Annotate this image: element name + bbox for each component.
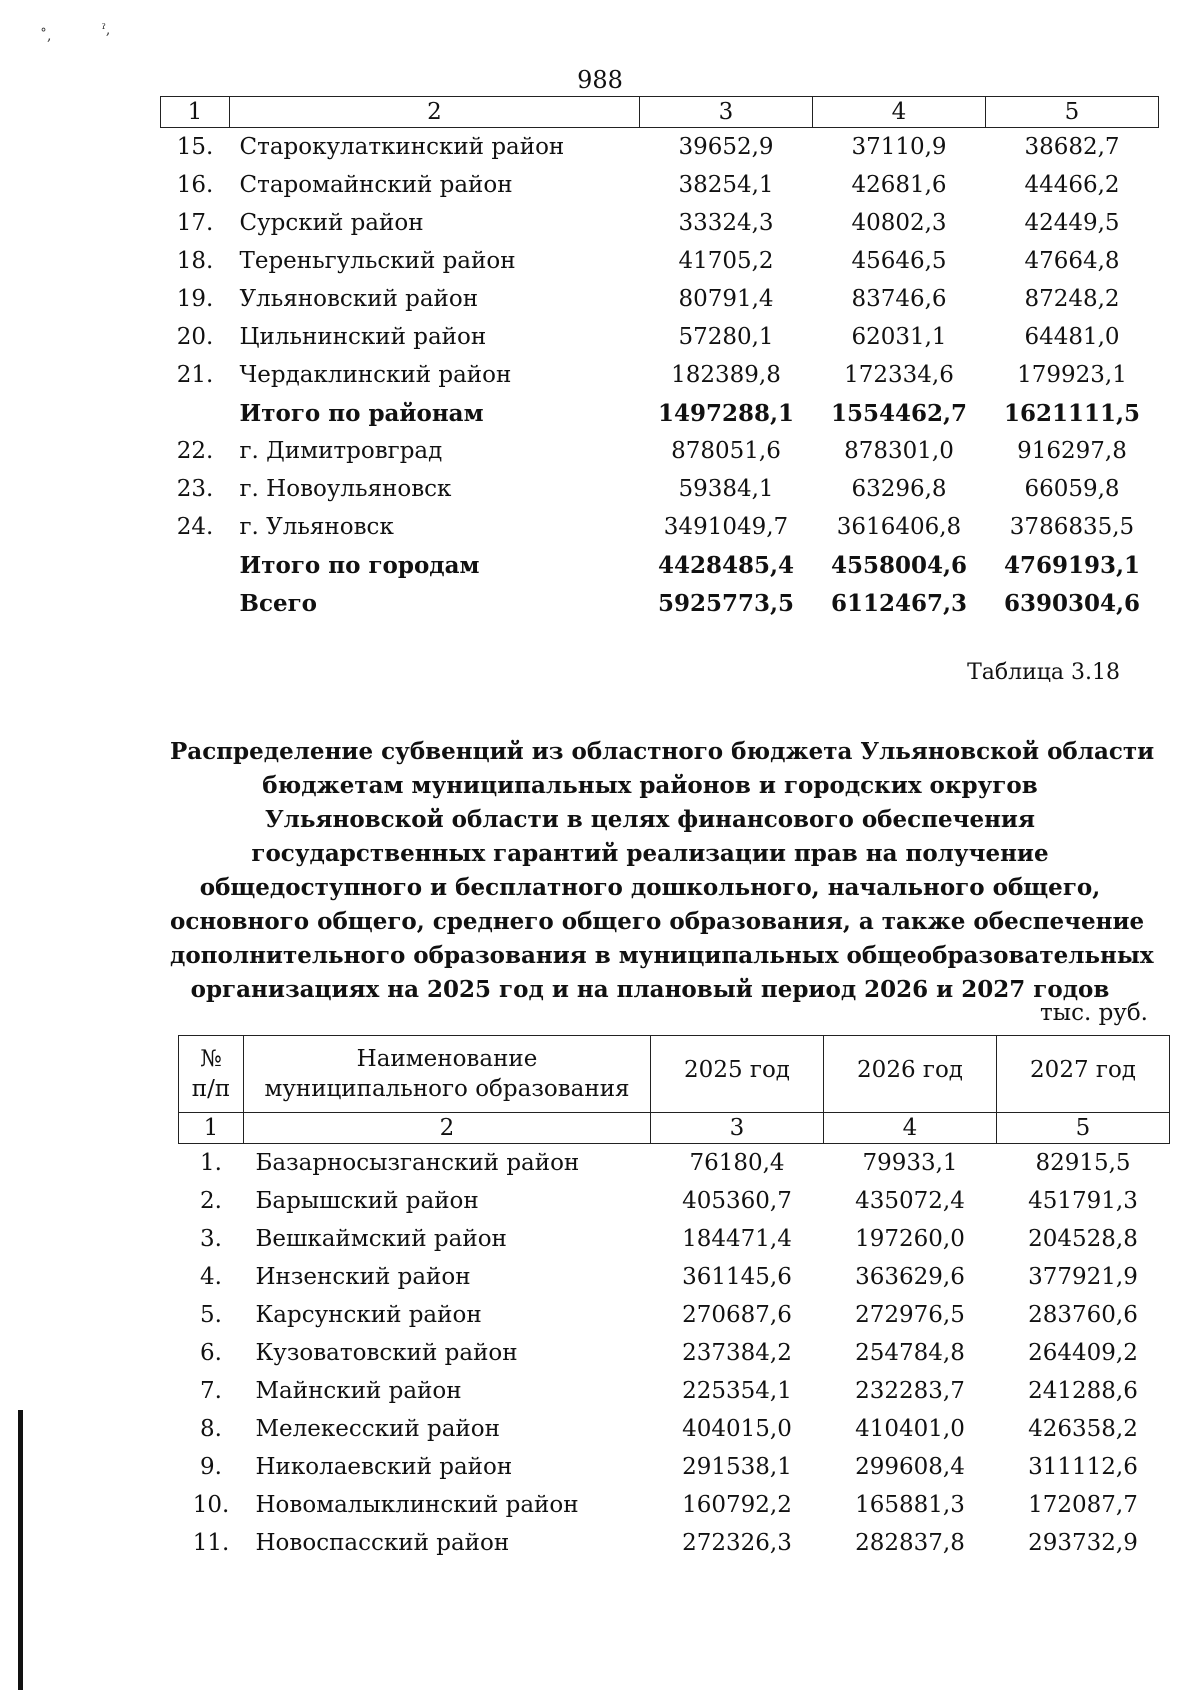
municipality-name: Мелекесский район xyxy=(255,1416,500,1442)
table-row xyxy=(161,470,1159,508)
municipality-name: Старокулаткинский район xyxy=(239,134,565,160)
table-row xyxy=(179,1334,1170,1372)
value-2026: 83746,6 xyxy=(851,286,947,312)
value-2026: 410401,0 xyxy=(855,1416,965,1442)
header-number-line1: № xyxy=(200,1046,222,1072)
municipality-name: Барышский район xyxy=(255,1188,479,1214)
row-number: 5. xyxy=(200,1302,222,1328)
municipality-name: Вешкаймский район xyxy=(255,1226,507,1252)
value-2025: 80791,4 xyxy=(678,286,774,312)
row-number: 10. xyxy=(192,1492,230,1518)
value-2026: 165881,3 xyxy=(855,1492,965,1518)
table-header-row xyxy=(179,1036,1170,1113)
column-number-row xyxy=(179,1113,1170,1144)
value-2027: 3786835,5 xyxy=(1009,514,1135,540)
title-line: основного общего, среднего общего образования, а также обеспечение xyxy=(170,908,1145,935)
municipality-name: г. Ульяновск xyxy=(239,514,394,540)
table-row xyxy=(161,508,1159,546)
title-line: дополнительного образования в муниципальных общеобразовательных xyxy=(170,942,1154,969)
value-2026: 232283,7 xyxy=(855,1378,965,1404)
value-2025: 3491049,7 xyxy=(663,514,789,540)
table-row xyxy=(161,394,1159,432)
value-2027: 264409,2 xyxy=(1028,1340,1138,1366)
value-2026: 62031,1 xyxy=(851,324,947,350)
value-2025: 38254,1 xyxy=(678,172,774,198)
table-row xyxy=(179,1220,1170,1258)
value-2027: 82915,5 xyxy=(1035,1150,1131,1176)
value-2026: 1554462,7 xyxy=(830,399,968,427)
value-2025: 182389,8 xyxy=(671,362,781,388)
table-row xyxy=(161,280,1159,318)
value-2026: 40802,3 xyxy=(851,210,947,236)
table-row xyxy=(179,1296,1170,1334)
scan-margin-mark xyxy=(18,1410,23,1690)
value-2026: 3616406,8 xyxy=(836,514,962,540)
header-cell: 2 xyxy=(230,97,640,128)
value-2026: 363629,6 xyxy=(855,1264,965,1290)
value-2027: 38682,7 xyxy=(1024,134,1120,160)
value-2027: 42449,5 xyxy=(1024,210,1120,236)
value-2027: 916297,8 xyxy=(1017,438,1127,464)
header-cell: 1 xyxy=(179,1113,244,1144)
table-row xyxy=(179,1182,1170,1220)
municipality-name: г. Димитровград xyxy=(239,438,443,464)
row-number: 9. xyxy=(200,1454,222,1480)
value-2027: 451791,3 xyxy=(1028,1188,1138,1214)
municipality-name: Ульяновский район xyxy=(239,286,479,312)
page-number: 988 xyxy=(577,66,623,94)
continued-table xyxy=(160,96,1159,622)
table-row xyxy=(161,242,1159,280)
municipality-name: Карсунский район xyxy=(255,1302,482,1328)
table-row xyxy=(161,166,1159,204)
value-2027: 172087,7 xyxy=(1028,1492,1138,1518)
row-number: 8. xyxy=(200,1416,222,1442)
document-title xyxy=(170,735,1155,1007)
table-row xyxy=(161,318,1159,356)
row-number: 19. xyxy=(176,286,214,312)
header-cell: 4 xyxy=(813,97,986,128)
table-row xyxy=(179,1144,1170,1183)
row-number: 4. xyxy=(200,1264,222,1290)
value-2027: 47664,8 xyxy=(1024,248,1120,274)
value-2025: 1497288,1 xyxy=(657,399,795,427)
value-2025: 272326,3 xyxy=(682,1530,792,1556)
title-line: организациях на 2025 год и на плановый период 2026 и 2027 годов xyxy=(190,976,1110,1003)
value-2027: 179923,1 xyxy=(1017,362,1127,388)
table-row xyxy=(161,584,1159,622)
header-cell: 5 xyxy=(997,1113,1170,1144)
value-2025: 237384,2 xyxy=(682,1340,792,1366)
value-2027: 6390304,6 xyxy=(1003,589,1141,617)
value-2027: 241288,6 xyxy=(1028,1378,1138,1404)
header-cell: 4 xyxy=(824,1113,997,1144)
municipality-name: Майнский район xyxy=(255,1378,462,1404)
title-line: Распределение субвенций из областного бюджета Ульяновской области xyxy=(170,738,1155,765)
table-row xyxy=(161,204,1159,242)
value-2026: 254784,8 xyxy=(855,1340,965,1366)
row-number: 15. xyxy=(176,134,214,160)
municipality-name: Итого по городам xyxy=(239,551,480,579)
header-year-2025: 2025 год xyxy=(651,1036,824,1113)
header-cell: 2 xyxy=(244,1113,651,1144)
header-year-2026: 2026 год xyxy=(824,1036,997,1113)
row-number: 24. xyxy=(176,514,214,540)
value-2025: 291538,1 xyxy=(682,1454,792,1480)
value-2025: 270687,6 xyxy=(682,1302,792,1328)
row-number: 21. xyxy=(176,362,214,388)
municipality-name: Инзенский район xyxy=(255,1264,471,1290)
value-2027: 87248,2 xyxy=(1024,286,1120,312)
municipality-name: Новомалыклинский район xyxy=(255,1492,579,1518)
header-cell: 3 xyxy=(651,1113,824,1144)
municipality-name: Тереньгульский район xyxy=(239,248,516,274)
municipality-name: Кузоватовский район xyxy=(255,1340,518,1366)
table-row xyxy=(161,546,1159,584)
municipality-name: Сурский район xyxy=(239,210,424,236)
table-row xyxy=(179,1410,1170,1448)
value-2025: 5925773,5 xyxy=(657,589,795,617)
table-caption: Таблица 3.18 xyxy=(967,660,1120,685)
municipality-name: Базарносызганский район xyxy=(255,1150,580,1176)
row-number: 1. xyxy=(200,1150,222,1176)
value-2025: 405360,7 xyxy=(682,1188,792,1214)
subvention-table xyxy=(178,1035,1170,1562)
table-row xyxy=(179,1258,1170,1296)
value-2026: 42681,6 xyxy=(851,172,947,198)
value-2026: 37110,9 xyxy=(851,134,947,160)
municipality-name: г. Новоульяновск xyxy=(239,476,452,502)
value-2027: 377921,9 xyxy=(1028,1264,1138,1290)
value-2027: 204528,8 xyxy=(1028,1226,1138,1252)
header-cell: 1 xyxy=(161,97,230,128)
value-2025: 404015,0 xyxy=(682,1416,792,1442)
title-line: государственных гарантий реализации прав на получение xyxy=(251,840,1049,867)
table-row xyxy=(179,1524,1170,1562)
row-number: 11. xyxy=(192,1530,230,1556)
header-name-cell xyxy=(244,1036,651,1113)
municipality-name: Новоспасский район xyxy=(255,1530,510,1556)
value-2025: 59384,1 xyxy=(678,476,774,502)
scan-speck: ˚, xyxy=(40,28,52,44)
value-2026: 6112467,3 xyxy=(830,589,968,617)
value-2025: 41705,2 xyxy=(678,248,774,274)
municipality-name: Всего xyxy=(239,589,318,617)
value-2025: 361145,6 xyxy=(682,1264,792,1290)
value-2025: 160792,2 xyxy=(682,1492,792,1518)
row-number: 18. xyxy=(176,248,214,274)
row-number: 17. xyxy=(176,210,214,236)
column-number-row xyxy=(161,97,1159,128)
scan-speck: ˀ, xyxy=(102,22,111,38)
row-number: 22. xyxy=(176,438,214,464)
table-row xyxy=(179,1448,1170,1486)
value-2027: 66059,8 xyxy=(1024,476,1120,502)
municipality-name: Николаевский район xyxy=(255,1454,513,1480)
value-2026: 172334,6 xyxy=(844,362,954,388)
value-2025: 878051,6 xyxy=(671,438,781,464)
row-number: 23. xyxy=(176,476,214,502)
value-2027: 64481,0 xyxy=(1024,324,1120,350)
value-2025: 76180,4 xyxy=(689,1150,785,1176)
value-2026: 272976,5 xyxy=(855,1302,965,1328)
value-2026: 282837,8 xyxy=(855,1530,965,1556)
title-line: бюджетам муниципальных районов и городских округов xyxy=(262,772,1038,799)
value-2027: 426358,2 xyxy=(1028,1416,1138,1442)
table-row xyxy=(161,128,1159,167)
title-line: Ульяновской области в целях финансового обеспечения xyxy=(265,806,1035,833)
header-cell: 5 xyxy=(986,97,1159,128)
municipality-name: Чердаклинский район xyxy=(239,362,512,388)
value-2026: 4558004,6 xyxy=(830,551,968,579)
value-2027: 1621111,5 xyxy=(1003,399,1141,427)
header-cell: 3 xyxy=(640,97,813,128)
value-2026: 878301,0 xyxy=(844,438,954,464)
value-2025: 33324,3 xyxy=(678,210,774,236)
row-number xyxy=(161,394,230,432)
value-2026: 197260,0 xyxy=(855,1226,965,1252)
value-2026: 435072,4 xyxy=(855,1188,965,1214)
row-number: 7. xyxy=(200,1378,222,1404)
table-row xyxy=(161,356,1159,394)
title-line: общедоступного и бесплатного дошкольного, начального общего, xyxy=(199,874,1101,901)
row-number: 2. xyxy=(200,1188,222,1214)
municipality-name: Итого по районам xyxy=(239,399,484,427)
row-number: 16. xyxy=(176,172,214,198)
table-row xyxy=(179,1372,1170,1410)
table-row xyxy=(161,432,1159,470)
value-2027: 4769193,1 xyxy=(1003,551,1141,579)
row-number: 6. xyxy=(200,1340,222,1366)
value-2027: 311112,6 xyxy=(1028,1454,1138,1480)
value-2026: 299608,4 xyxy=(855,1454,965,1480)
municipality-name: Цильнинский район xyxy=(239,324,487,350)
row-number xyxy=(161,584,230,622)
row-number xyxy=(161,546,230,584)
row-number: 3. xyxy=(200,1226,222,1252)
municipality-name: Старомайнский район xyxy=(239,172,513,198)
value-2026: 79933,1 xyxy=(862,1150,958,1176)
value-2025: 39652,9 xyxy=(678,134,774,160)
value-2025: 225354,1 xyxy=(682,1378,792,1404)
value-2026: 63296,8 xyxy=(851,476,947,502)
value-2027: 283760,6 xyxy=(1028,1302,1138,1328)
header-number-line2: п/п xyxy=(191,1076,231,1102)
header-year-2027: 2027 год xyxy=(997,1036,1170,1113)
value-2027: 293732,9 xyxy=(1028,1530,1138,1556)
header-name-line1: Наименование xyxy=(356,1046,538,1072)
value-2027: 44466,2 xyxy=(1024,172,1120,198)
row-number: 20. xyxy=(176,324,214,350)
header-number-cell xyxy=(179,1036,244,1113)
value-2025: 57280,1 xyxy=(678,324,774,350)
table-row xyxy=(179,1486,1170,1524)
header-name-line2: муниципального образования xyxy=(264,1076,630,1102)
value-2025: 184471,4 xyxy=(682,1226,792,1252)
unit-note: тыс. руб. xyxy=(1040,1000,1148,1026)
value-2026: 45646,5 xyxy=(851,248,947,274)
value-2025: 4428485,4 xyxy=(657,551,795,579)
